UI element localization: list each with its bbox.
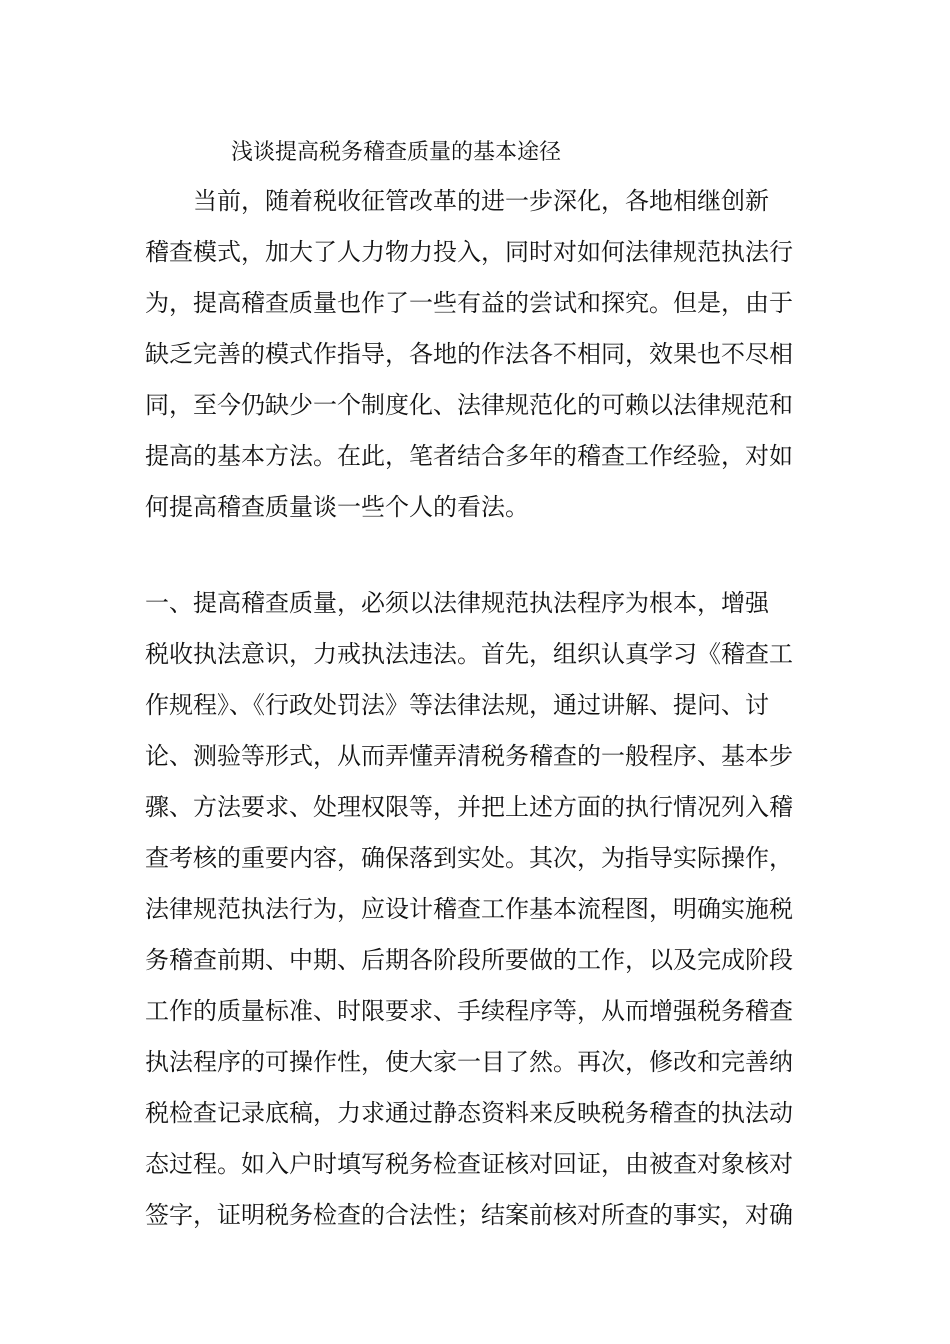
paragraph-line: 签字，证明税务检查的合法性；结案前核对所查的事实，对确 <box>145 1201 793 1229</box>
paragraph-line: 同，至今仍缺少一个制度化、法律规范化的可赖以法律规范和 <box>145 391 793 419</box>
paragraph-line: 执法程序的可操作性，使大家一目了然。再次，修改和完善纳 <box>145 1048 793 1076</box>
paragraph-line: 骤、方法要求、处理权限等，并把上述方面的执行情况列入稽 <box>145 793 793 821</box>
paragraph-line: 态过程。如入户时填写税务检查证核对回证，由被查对象核对 <box>145 1150 793 1178</box>
paragraph-line: 一、提高稽查质量，必须以法律规范执法程序为根本，增强 <box>145 589 769 617</box>
document-title: 浅谈提高税务稽查质量的基本途径 <box>231 140 562 165</box>
paragraph-line: 论、测验等形式，从而弄懂弄清税务稽查的一般程序、基本步 <box>145 742 793 770</box>
paragraph-line: 当前，随着税收征管改革的进一步深化，各地相继创新 <box>145 187 769 215</box>
paragraph-line: 提高的基本方法。在此，笔者结合多年的稽查工作经验，对如 <box>145 442 793 470</box>
paragraph-line: 缺乏完善的模式作指导，各地的作法各不相同，效果也不尽相 <box>145 340 793 368</box>
paragraph-line: 工作的质量标准、时限要求、手续程序等，从而增强税务稽查 <box>145 997 793 1025</box>
paragraph-line: 稽查模式，加大了人力物力投入，同时对如何法律规范执法行 <box>145 238 793 266</box>
paragraph-line: 税检查记录底稿，力求通过静态资料来反映税务稽查的执法动 <box>145 1099 793 1127</box>
paragraph-line: 查考核的重要内容，确保落到实处。其次，为指导实际操作， <box>145 844 793 872</box>
paragraph-line: 作规程》、《行政处罚法》等法律法规，通过讲解、提问、讨 <box>145 691 769 719</box>
paragraph-line: 法律规范执法行为，应设计稽查工作基本流程图，明确实施税 <box>145 895 793 923</box>
paragraph-line: 务稽查前期、中期、后期各阶段所要做的工作，以及完成阶段 <box>145 946 793 974</box>
paragraph-line: 何提高稽查质量谈一些个人的看法。 <box>145 493 529 521</box>
paragraph-line: 为，提高稽查质量也作了一些有益的尝试和探究。但是，由于 <box>145 289 793 317</box>
paragraph-line: 税收执法意识，力戒执法违法。首先，组织认真学习《稽查工 <box>145 640 793 668</box>
